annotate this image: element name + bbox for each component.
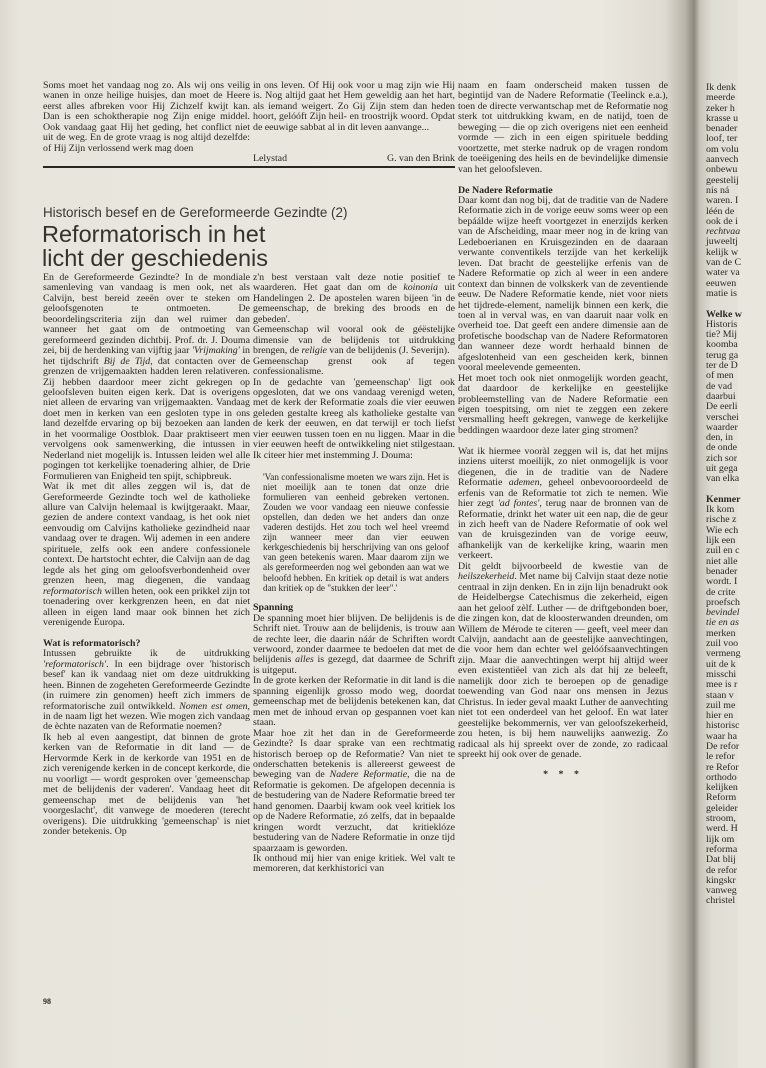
cut-off-line: orthodo bbox=[706, 771, 737, 783]
cut-off-line: le refor bbox=[706, 751, 735, 763]
cut-off-line: terug ga bbox=[706, 349, 739, 361]
cut-off-line: rische z bbox=[706, 514, 737, 526]
cut-off-line: stroom, bbox=[706, 813, 736, 825]
previous-article-text: in ons leven. Of Hij ook voor u mag zijn wie Hij is. Nog altijd gaat het Hem geweldig aan het hart, als iemand weigert. Zo Gij Zijn stem dan heden hoort, gelóóft Zijn heil- en troostrijk woord. Opdat de eeuwige sabbat al in dit leven aanvange... bbox=[253, 80, 455, 133]
paragraph bbox=[253, 614, 455, 677]
cut-off-line: kelijk w bbox=[706, 246, 739, 258]
cut-off-line: De eerli bbox=[706, 401, 738, 413]
cut-off-line: De refor bbox=[706, 741, 740, 752]
cut-off-line: niet alle bbox=[706, 555, 738, 567]
cut-off-line: mee is r bbox=[706, 679, 738, 691]
cut-off-line: tie en as bbox=[706, 617, 739, 629]
text-run: uit Handelingen 2. De apostelen waren bijeen 'in de gemeenschap, de breking des broods en de gebeden'. bbox=[253, 282, 455, 325]
paragraph bbox=[253, 357, 455, 378]
paragraph bbox=[458, 447, 668, 562]
article-column-1 bbox=[43, 273, 250, 837]
text-run: in het tijdschrift bbox=[43, 345, 250, 367]
section-end-ornament bbox=[458, 770, 668, 780]
cut-off-line: van elka bbox=[706, 473, 740, 485]
text-run: is gezegd, dat daarmee de Schrift is uitgeput. bbox=[253, 654, 456, 676]
cut-off-line: aanvech bbox=[706, 154, 739, 166]
cut-off-line: staan v bbox=[706, 689, 734, 701]
text-run: Ik onthoud mij hier van enige kritiek. Wel valt te memoreren, dat kerkhistorici van bbox=[253, 853, 455, 875]
text-run: . Met name bij Calvijn staat deze notie centraal in zijn denken. En in zijn lijn benadrukt ook de Heidelbergse Catechismus die zekerheid, eigen aan het geloof zèlf. Luther — de driftgebonden boer, die zingen kon, dat de kloosterwanden dreunden, om Willem de Mérode te citeren — geeft, veel meer dan Calvijn, aandacht aan de geestelijke aanvechtingen, die voor hem dan echter wel gelóófsaanvechtingen zijn. Maar die aanvechtingen werpt hij altijd weer even existentiëel van zich als dat hij ze beleeft, namelijk door zich te beroepen op de genadige toewending van God naar ons mensen in Jezus Christus. In ieder geval maakt Luther de aanvechting niet tot een onderdeel van het geloof. En wat later geestelijke bekommernis, ver van geloofszekerheid, zou heten, is bij hem nauwelijks aanwezig. Zo radicaal als hij spreekt over de zonde, zo radicaal spreekt hij ook over de genade. bbox=[458, 571, 668, 760]
paragraph bbox=[458, 374, 668, 437]
cut-off-line: onbewu bbox=[706, 164, 738, 176]
cut-off-line: water va bbox=[706, 267, 740, 279]
cut-off-line: zuil me bbox=[706, 699, 736, 711]
cut-off-line: uit de k bbox=[706, 658, 736, 670]
paragraph bbox=[43, 649, 250, 733]
italic-text-run: 'reformatorisch' bbox=[43, 658, 107, 670]
italic-text-run: Nomen est omen bbox=[179, 700, 248, 712]
cut-off-line: historisc bbox=[706, 720, 740, 732]
cut-off-line: hier en bbox=[706, 710, 734, 722]
italic-text-run: 'Vrijmaking' bbox=[191, 345, 240, 357]
text-run: van de belijdenis (J. Severijn). bbox=[326, 345, 450, 357]
italic-text-run: 'ad fontes' bbox=[497, 498, 540, 510]
cut-off-line: van de C bbox=[706, 257, 742, 269]
cut-off-line: loof, ter bbox=[706, 133, 738, 145]
italic-text-run: koinonia bbox=[403, 282, 438, 294]
cut-off-line: daarbui bbox=[706, 390, 736, 402]
cut-off-line: Historis bbox=[706, 318, 738, 330]
paragraph bbox=[253, 273, 455, 325]
cut-off-line: koomba bbox=[706, 339, 738, 351]
paragraph bbox=[253, 729, 455, 854]
text-run: , geheel onbevooroordeeld de erfenis van de Reformatie tot zich te nemen. Wie hier zegt bbox=[458, 477, 669, 510]
cut-off-line: lijk een bbox=[706, 535, 736, 547]
cut-off-line: vanweg bbox=[706, 885, 737, 897]
paragraph bbox=[253, 854, 455, 875]
text-run: En de Gereformeerde Gezindte? In de mondiale samenleving van vandaag is men ook, net als Calvijn, best bereid zeeën over te steken om geloofsgenoten te ontmoeten. De beoordelingscriteria zijn dan wel ruimer dan wanneer het gaat om de ontmoeting van gereformeerd gezinden dichtbij. Prof. dr. J. Douma zei, bij de herdenking van vijftig jaar bbox=[43, 272, 250, 357]
text-run: In de gedachte van 'gemeenschap' ligt ook opgesloten, dat we ons vandaag verenigd weten, met de kerk der Reformatie zoals die vier eeuwen geleden gestalte kreeg als katholieke gestalte van de kerk der eeuwen, en dat terwijl er toch liefst vier eeuwen tussen toen en nu liggen. Maar in die vier eeuwen heeft de ontwikkeling niet stilgestaan. Ik citeer hier met instemming J. Douma: bbox=[253, 376, 455, 461]
text-run: Spanning bbox=[253, 602, 294, 614]
text-run: Wat ik met dit alles zeggen wil is, dat de Gereformeerde Gezindte toch wel de katholieke allure van Calvijn helemaal is kwijtgeraakt. Maar, gezien de andere context vandaag, is het ook niet eenvoudig om Calvijns katholieke gezindheid naar vandaag over te dragen. Wij ademen in een andere spirituele, zelfs ook een andere confessionele context. De hartstocht echter, die Calvijn aan de dag legde als het ging om geloofsverbondenheid over grenzen heen, mag diegenen, die vandaag bbox=[43, 481, 250, 587]
cut-off-line: werd. H bbox=[706, 823, 738, 835]
cut-off-line: verschei bbox=[706, 411, 739, 423]
cut-off-line: reforma bbox=[706, 843, 738, 855]
text-run: * * * bbox=[543, 769, 583, 781]
cut-off-line: zich sor bbox=[706, 452, 737, 464]
cut-off-line: vermeng bbox=[706, 648, 741, 660]
cut-off-line: of men bbox=[706, 370, 734, 382]
cut-off-line: benader bbox=[706, 123, 738, 135]
article-column-3 bbox=[458, 81, 668, 781]
cut-off-line: Dat blij bbox=[706, 854, 736, 866]
cut-off-line: bevindel bbox=[706, 607, 740, 619]
cut-off-line: waar ha bbox=[706, 730, 737, 742]
cut-off-line: zeker h bbox=[706, 102, 735, 114]
cut-off-line: christel bbox=[706, 895, 736, 907]
previous-article-column-2 bbox=[253, 81, 455, 133]
cut-off-line: Reform bbox=[706, 792, 737, 804]
italic-text-run: Nadere Reformatie bbox=[329, 769, 408, 781]
text-run: z'n best verstaan valt deze notie positief te waarderen. Het gaat dan om de bbox=[253, 272, 455, 294]
cut-off-line: nis ná bbox=[706, 184, 730, 196]
text-run: Het moet toch ook niet onmogelijk worden geacht, dat daardoor de kerkelijke en geestelijke probleemstelling van de Nadere Reformatie een eigen toespitsing, om niet te zeggen een zekere versmalling heeft gekregen, vanwege de kerkelijke beddingen waardoor deze later ging stromen? bbox=[458, 372, 668, 436]
cut-off-line: misschi bbox=[706, 668, 737, 680]
text-run: Intussen gebruikte ik de uitdrukking bbox=[43, 648, 250, 660]
text-run: Gemeenschap wil vooral ook de géëstelijke dimensie van de belijdenis tot uitdrukking brengen, de bbox=[253, 324, 455, 357]
signature bbox=[253, 153, 455, 164]
cut-off-line: merken bbox=[706, 627, 736, 639]
previous-article-column-1 bbox=[43, 81, 250, 154]
cut-off-line: eeuwen bbox=[706, 277, 737, 289]
cut-off-line: den, in bbox=[706, 432, 733, 444]
cut-off-line: de refor bbox=[706, 864, 737, 876]
section-divider bbox=[43, 166, 455, 168]
cut-off-line: tie? Mij bbox=[706, 329, 737, 341]
text-run: naam en faam onderscheid maken tussen de begintijd van de Nadere Reformatie (Teelinck e.a.), toen de directe verwantschap met de Reformatie nog sterk tot uitdrukking kwam, en de natijd, toen de beweging — die op zich overigens niet een eenheid vormde — zich in een eigen spirituele bedding voortzette, met sterke nadruk op de vragen rondom de toeëigening des heils en de bevindelijke dimensie van het geloofsleven. bbox=[458, 80, 668, 175]
article-title bbox=[42, 222, 268, 270]
italic-text-run: heilszekerheid bbox=[458, 571, 515, 583]
article-column-2 bbox=[253, 273, 455, 875]
cut-off-line: re Refor bbox=[706, 761, 739, 773]
text-run: , in de naam ligt het wezen. Wie mogen zich vandaag de èchte nazaten van de Reformatie noemen? bbox=[43, 700, 250, 733]
text-run: Wat ik hiermee vooràl zeggen wil is, dat het mijns inziens uiterst moeilijk, zo niet onmogelijk is voor diegenen, die in de traditie van de Nadere Reformatie bbox=[458, 445, 668, 489]
cut-off-line: Welke w bbox=[706, 308, 742, 320]
cut-off-line: meerde bbox=[706, 92, 736, 104]
cut-off-line: ter de D bbox=[706, 360, 738, 372]
cut-off-line bbox=[706, 299, 766, 309]
cut-off-line: lijk om bbox=[706, 833, 735, 845]
cut-off-line: benader bbox=[706, 565, 738, 577]
text-run: De Nadere Reformatie bbox=[458, 184, 553, 196]
paragraph bbox=[253, 325, 455, 356]
text-run: In de grote kerken der Reformatie in dit land is die spanning eigenlijk grosso modo weg, doordat gemeenschap met de belijdenis betekenen kan, dat men met de inhoud ervan op gespannen voet kan staan. bbox=[253, 675, 455, 729]
paragraph bbox=[43, 482, 250, 628]
paragraph bbox=[458, 562, 668, 761]
signature-author: G. van den Brink bbox=[386, 153, 455, 164]
text-run: Wat is reformatorisch? bbox=[43, 637, 141, 649]
cut-off-line: léén de bbox=[706, 205, 735, 217]
cut-off-line: kelijken bbox=[706, 782, 738, 794]
text-run: . In een bijdrage over 'historisch besef' kan ik vandaag niet om deze uitdrukking heen. Binnen de zogeheten Gereformeerde Gezindte (in ruimere zin genomen) heeft zich immers de reformatorische zuil ontwikkeld. bbox=[43, 658, 250, 712]
italic-text-run: religie bbox=[301, 345, 327, 357]
cut-off-line: Ik denk bbox=[706, 82, 736, 93]
cut-off-line: om volu bbox=[706, 143, 739, 155]
cut-off-line: ook de i bbox=[706, 215, 738, 227]
cut-off-line: rechtvaa bbox=[706, 226, 741, 238]
text-run: , terug naar de bronnen van de Reformatie, drinkt het water uit een nap, die de geur in zich heeft van de Nadere Reformatie of ook wel van de kruisgezinden van de vorige eeuw, afhankelijk van de kerkelijke kring, waarin men verkeert. bbox=[458, 498, 668, 562]
paragraph bbox=[43, 733, 250, 838]
article-title-line: licht der geschiedenis bbox=[42, 245, 268, 271]
text-run: Ik heb al even aangestipt, dat binnen de grote kerken van de Reformatie in dit land — de Hervormde Kerk in de kerkorde van 1951 en de zich verenigende kerken in de concept kerkorde, die nu voorligt — wordt gesproken over 'gemeenschap met de belijdenis der vaderen'. Vandaag heet dit gemeenschap met de belijdenis van 'het voorgeslacht', dit vanwege de moederen (terecht overigens). Die uitdrukking 'gemeenschap' is niet zonder betekenis. Op bbox=[43, 731, 250, 837]
paragraph bbox=[253, 676, 455, 728]
cut-off-line: uit gega bbox=[706, 462, 738, 474]
text-run: willen heten, ook een prikkel zijn tot toenadering over kerkgrenzen heen, en dat niet alleen in eigen land maar ook binnen het zich verenigende Europa. bbox=[43, 585, 250, 628]
cut-off-line: waarder bbox=[706, 421, 738, 433]
italic-text-run: ademen bbox=[508, 477, 540, 489]
cut-off-line: geestelij bbox=[706, 174, 739, 186]
italic-text-run: Bij de Tijd bbox=[103, 355, 151, 367]
next-page-partial-column bbox=[706, 83, 766, 907]
cut-off-line: geleider bbox=[706, 802, 738, 814]
paragraph bbox=[253, 378, 455, 462]
previous-article-text: Soms moet het vandaag nog zo. Als wij ons veilig wanen in onze heilige huisjes, dan moet de Heere eerst alles afbreken voor Hij Zichzelf kwijt kan. Dan is een schoktherapie nog Zijn enige middel. Ook vandaag gaat Hij het geding, het conflict niet uit de weg. En de grote vraag is nog altijd dezelfde: of Hij Zijn verlossend werk mag doen bbox=[43, 80, 250, 154]
page-number: 98 bbox=[43, 997, 51, 1006]
paragraph bbox=[458, 196, 668, 374]
paragraph bbox=[43, 273, 250, 482]
block-quote bbox=[263, 472, 449, 593]
signature-place: Lelystad bbox=[253, 153, 288, 164]
cut-off-line: zuil voo bbox=[706, 638, 739, 650]
text-run: Maar hoe zit het dan in de Gereformeerde Gezindte? Is daar sprake van een rechtmatig historisch beroep op de Reformatie? Van niet te onderschatten betekenis is allereerst geweest de beweging van de bbox=[253, 727, 455, 781]
text-run: 'Van confessionalisme moeten we wars zijn. Het is niet moeilijk aan te tonen dat onze drie formulieren van eenheid gebreken vertonen. Zouden we voor vandaag een nieuwe confessie opstellen, dan deden we het anders dan onze vaderen destijds. Het zou toch wel heel vreemd zijn wanneer meer dan vier eeuwen kerkgeschiedenis bij herschrijving van ons geloof van geen betekenis waren. Maar daarom zijn we als gereformeerden nog wel gebonden aan wat we beloofd hebben. En kritiek op detail is wat anders dan kritiek op de "stukken der leer".' bbox=[263, 471, 449, 593]
article-kicker: Historisch besef en de Gereformeerde Gezindte (2) bbox=[43, 205, 348, 220]
italic-text-run: alles bbox=[295, 654, 314, 666]
italic-text-run: reformatorisch bbox=[43, 585, 102, 597]
cut-off-line: proefsch bbox=[706, 596, 740, 608]
cut-off-line: Wie ech bbox=[706, 524, 739, 536]
cut-off-line: de onde bbox=[706, 442, 737, 454]
text-run: Gemeenschap grenst ook af tegen confessionalisme. bbox=[253, 355, 455, 378]
cut-off-line: wordt. I bbox=[706, 576, 738, 588]
text-run: , dat contacten over de grenzen de vrijgemaakten hadden leren relativeren. Zij hebben daardoor meer zicht gekregen op geloofsleven buiten eigen kerk. Dat is overigens niet alleen de ervaring van vrijgemaakten. Vandaag doet men in kerken van een gesloten type in ons land dezelfde ervaring op bij bezoeken aan landen in het voormalige Oostblok. Daar praktiseert men vervolgens ook samenwerking, die intussen in Nederland niet mogelijk is. Intussen leiden wel alle pogingen tot kerkelijke toenadering alhier, de Drie Formulieren van Enigheid ten spijt, schipbreuk. bbox=[43, 355, 250, 482]
cut-off-line: zuil en c bbox=[706, 545, 740, 557]
text-run: , die na de Reformatie is gekomen. De afgelopen decennia is de bestudering van de Nadere Reformatie breed ter hand genomen. Daarbij kwam ook veel kritiek los op de Nadere Reformatie, zó zelfs, dat in bepaalde kringen wordt verzucht, dat kritieklóze bestudering van de Nadere Reformatie in onze tijd spaarzaam is geworden. bbox=[253, 769, 455, 854]
cut-off-line: kingskr bbox=[706, 874, 736, 886]
cut-off-line: matie is bbox=[706, 287, 737, 299]
cut-off-line: de crite bbox=[706, 586, 736, 598]
article-title-line: Reformatorisch in het bbox=[42, 221, 266, 247]
cut-off-line: juweeltj bbox=[706, 236, 738, 248]
cut-off-line: waren. I bbox=[706, 195, 739, 207]
text-run: De spanning moet hier blijven. De belijdenis is de Schrift niet. Trouw aan de belijdenis, is trouw aan de rechte leer, die daarin náár de Schriften wordt verwoord, zonder daarmee te bedoelen dat met de belijdenis bbox=[253, 612, 455, 666]
cut-off-line: Kenmer bbox=[706, 493, 741, 505]
cut-off-line: de vad bbox=[706, 380, 733, 392]
cut-off-line: krasse u bbox=[706, 112, 739, 124]
text-run: Daar komt dan nog bij, dat de traditie van de Nadere Reformatie zich in de vorige eeuw soms weer op een bepáálde wijze heeft voortgezet in enerzijds kerken van de Afscheiding, maar meer nog in de kring van Ledeboerianen en Kruisgezinden en de daaraan verwante conventikels terzijde van het kerkelijk leven. Dat bracht de geestelijke erfenis van de Nadere Reformatie op zich al weer in een andere context dan binnen de volkskerk van de zeventiende eeuw. De Nadere Reformatie kende, niet voor niets het tijdrede-element, namelijk binnen een kerk, die toen al in verval was, en van daaruit naar volk en overheid toe. Dat geeft een andere dimensie aan de profetische boodschap van de Nadere Reformatoren dan wanneer deze wordt herhaald binnen de afgeslotenheid van een gescheiden kerk, binnen vooral meelevende gemeenten. bbox=[458, 194, 668, 374]
text-run: Dit geldt bijvoorbeeld de kwestie van de bbox=[458, 560, 668, 572]
cut-off-line: Ik kom bbox=[706, 504, 735, 516]
paragraph bbox=[458, 81, 668, 175]
